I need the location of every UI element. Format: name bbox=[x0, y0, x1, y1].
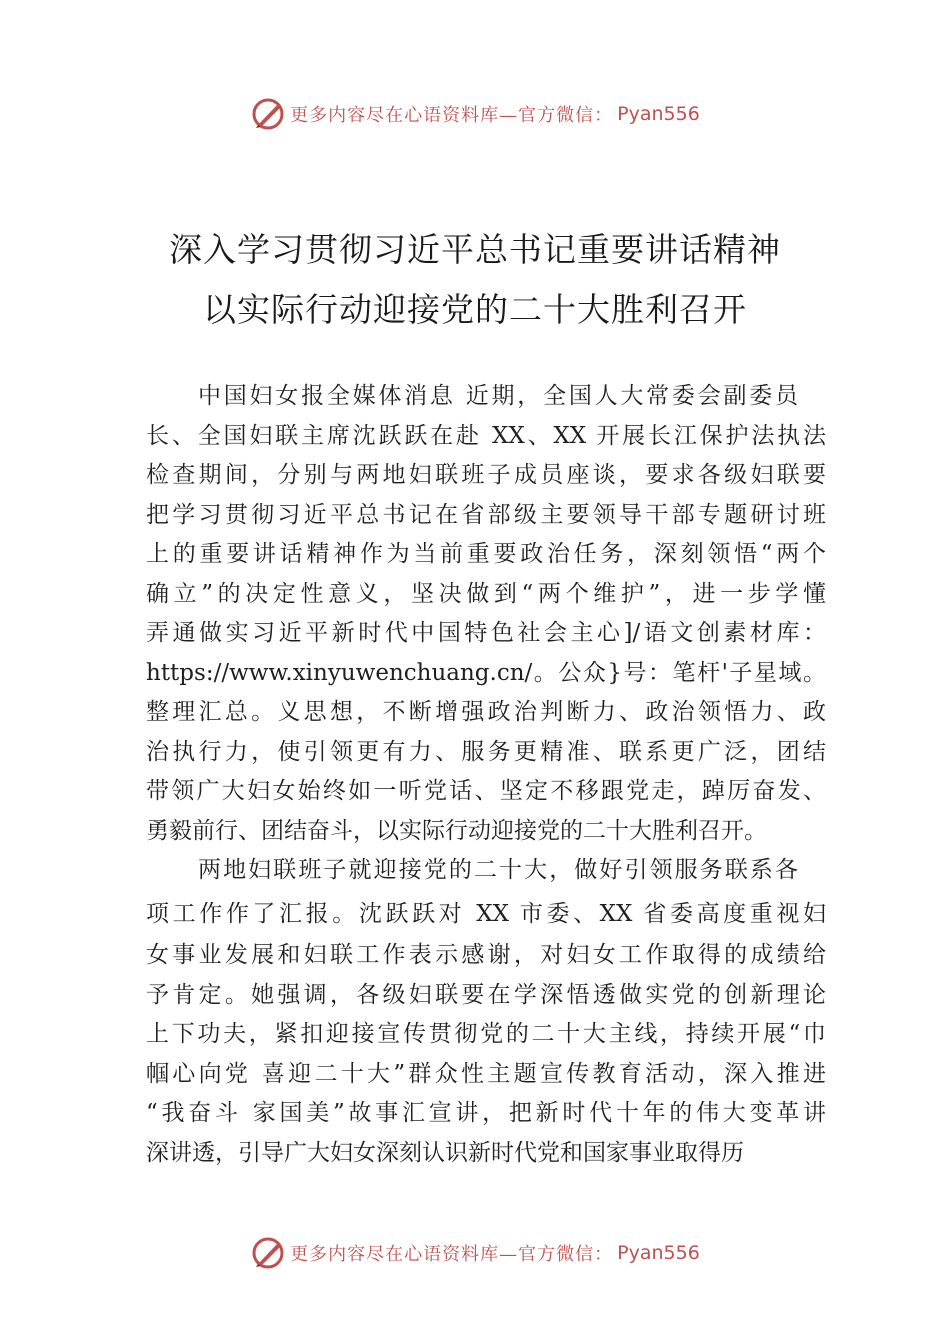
body-line: https://www.xinyuwenchuang.cn/。公众}号：笔杆'子星域。 bbox=[146, 660, 826, 686]
body-line: 治执行力，使引领更有力、服务更精准、联系更广泛，团结 bbox=[146, 739, 826, 765]
footer-banner bbox=[0, 1233, 950, 1273]
body-line: “我奋斗 家国美”故事汇宣讲，把新时代十年的伟大变革讲 bbox=[146, 1100, 826, 1126]
body-line: 整理汇总。义思想，不断增强政治判断力、政治领悟力、政 bbox=[146, 699, 826, 725]
pen-circle-logo-icon bbox=[250, 1235, 286, 1271]
body-line: 确立”的决定性意义，坚决做到“两个维护”，进一步学懂 bbox=[146, 581, 826, 607]
body-line: 上的重要讲话精神作为当前重要政治任务，深刻领悟“两个 bbox=[146, 541, 826, 567]
body-line: 把学习贯彻习近平总书记在省部级主要领导干部专题研讨班 bbox=[146, 502, 826, 528]
banner-wechat-id: Pyan556 bbox=[617, 103, 700, 125]
page-title-line-2: 以实际行动迎接党的二十大胜利召开 bbox=[203, 290, 747, 329]
banner-text: 更多内容尽在心语资料库—官方微信： bbox=[290, 1244, 614, 1265]
pen-circle-logo-icon bbox=[250, 96, 286, 132]
header-banner bbox=[0, 94, 950, 134]
body-line: 深讲透，引导广大妇女深刻认识新时代党和国家事业取得历 bbox=[146, 1140, 744, 1166]
page-title-line-1: 深入学习贯彻习近平总书记重要讲话精神 bbox=[169, 230, 781, 269]
banner-text: 更多内容尽在心语资料库—官方微信： bbox=[290, 105, 614, 126]
body-line: 两地妇联班子就迎接党的二十大，做好引领服务联系各 bbox=[198, 857, 798, 883]
body-line: 予肯定。她强调，各级妇联要在学深悟透做实党的创新理论 bbox=[146, 982, 826, 1008]
body-line: 带领广大妇女始终如一听党话、坚定不移跟党走，踔厉奋发、 bbox=[146, 778, 826, 804]
body-line: 帼心向党 喜迎二十大”群众性主题宣传教育活动，深入推进 bbox=[146, 1061, 826, 1087]
body-line: 女事业发展和妇联工作表示感谢，对妇女工作取得的成绩给 bbox=[146, 942, 826, 968]
body-line: 长、全国妇联主席沈跃跃在赴 XX、XX 开展长江保护法执法 bbox=[146, 423, 826, 449]
body-line: 项工作作了汇报。沈跃跃对 XX 市委、XX 省委高度重视妇 bbox=[146, 901, 826, 927]
body-line: 弄通做实习近平新时代中国特色社会主心]/语文创素材库： bbox=[146, 620, 826, 646]
body-line: 上下功夫，紧扣迎接宣传贯彻党的二十大主线，持续开展“巾 bbox=[146, 1021, 826, 1047]
banner-wechat-id: Pyan556 bbox=[617, 1242, 700, 1264]
body-line: 检查期间，分别与两地妇联班子成员座谈，要求各级妇联要 bbox=[146, 462, 826, 488]
body-line: 勇毅前行、团结奋斗，以实际行动迎接党的二十大胜利召开。 bbox=[146, 818, 767, 844]
body-line: 中国妇女报全媒体消息 近期，全国人大常委会副委员 bbox=[198, 383, 798, 409]
